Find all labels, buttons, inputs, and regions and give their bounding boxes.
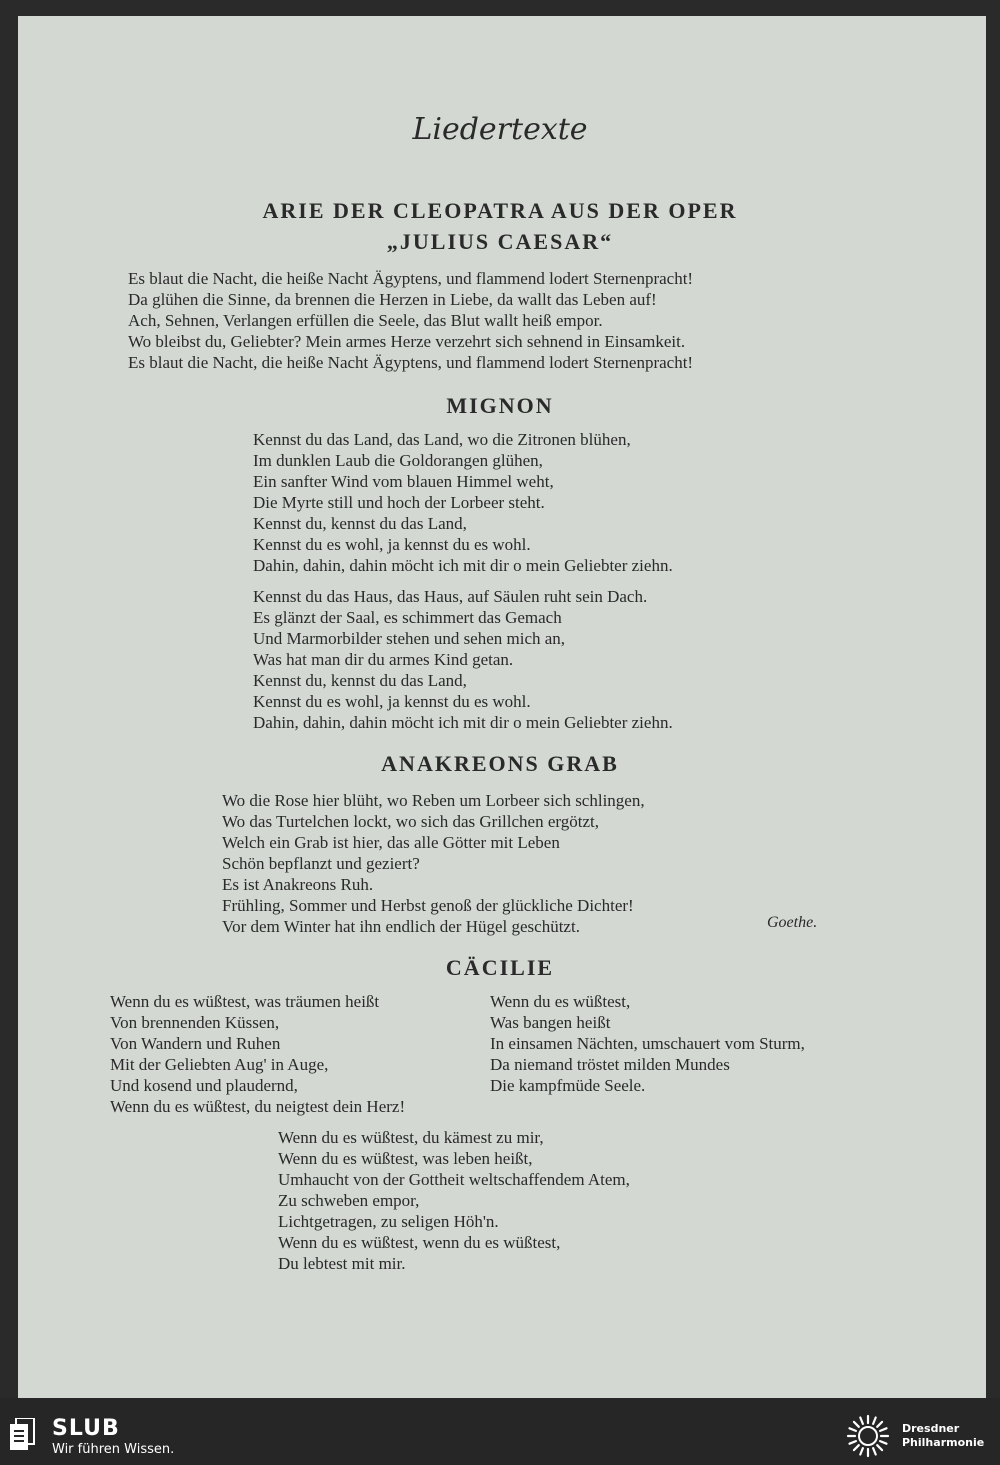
- text-line: Von brennenden Küssen,: [110, 1013, 280, 1032]
- partner-name-line1: Dresdner: [902, 1422, 960, 1435]
- text-line: Wo bleibst du, Geliebter? Mein armes Herze verzehrt sich sehnend in Einsamkeit.: [128, 332, 686, 351]
- partner-name: [902, 1422, 984, 1450]
- text-line: Welch ein Grab ist hier, das alle Götter mit Leben: [222, 833, 560, 852]
- mignon-stanza-1: [253, 429, 673, 576]
- mignon-stanza-2: [253, 586, 673, 733]
- caecilie-final-stanza: [278, 1127, 630, 1274]
- text-line: Die Myrte still und hoch der Lorbeer steht.: [253, 493, 545, 512]
- slub-tagline: Wir führen Wissen.: [52, 1442, 175, 1457]
- text-line: Wenn du es wüßtest, was leben heißt,: [278, 1149, 533, 1168]
- text-line: Kennst du es wohl, ja kennst du es wohl.: [253, 692, 531, 711]
- caecilie-right-column: [490, 991, 805, 1096]
- text-line: Ein sanfter Wind vom blauen Himmel weht,: [253, 472, 554, 491]
- cleopatra-text: [128, 268, 693, 373]
- text-line: Ach, Sehnen, Verlangen erfüllen die Seele, das Blut wallt heiß empor.: [128, 311, 603, 330]
- section-title-cleopatra-line2: „JULIUS CAESAR“: [386, 229, 614, 254]
- text-line: Du lebtest mit mir.: [278, 1254, 406, 1273]
- text-line: Wenn du es wüßtest, du neigtest dein Herz!: [110, 1097, 406, 1116]
- text-line: Umhaucht von der Gottheit weltschaffendem Atem,: [278, 1170, 630, 1189]
- text-line: Was bangen heißt: [490, 1013, 611, 1032]
- text-line: Es glänzt der Saal, es schimmert das Gemach: [253, 608, 562, 627]
- text-line: Wenn du es wüßtest,: [490, 992, 631, 1011]
- text-line: Wo das Turtelchen lockt, wo sich das Grillchen ergötzt,: [222, 812, 599, 831]
- text-line: Da niemand tröstet milden Mundes: [490, 1055, 730, 1074]
- text-line: Kennst du das Land, das Land, wo die Zitronen blühen,: [253, 430, 631, 449]
- text-line: Die kampfmüde Seele.: [490, 1076, 646, 1095]
- text-line: Schön bepflanzt und geziert?: [222, 854, 420, 873]
- text-line: Im dunklen Laub die Goldorangen glühen,: [253, 451, 543, 470]
- text-line: Lichtgetragen, zu seligen Höh'n.: [278, 1212, 499, 1231]
- text-line: Kennst du es wohl, ja kennst du es wohl.: [253, 535, 531, 554]
- partner-name-line2: Philharmonie: [902, 1436, 985, 1449]
- text-line: Dahin, dahin, dahin möcht ich mit dir o mein Geliebter ziehn.: [253, 556, 673, 575]
- section-title-anakreons-grab: ANAKREONS GRAB: [381, 751, 619, 776]
- text-line: Kennst du, kennst du das Land,: [253, 514, 467, 533]
- text-line: Wenn du es wüßtest, wenn du es wüßtest,: [278, 1233, 561, 1252]
- slub-logo-icon: [10, 1418, 38, 1452]
- text-line: Und kosend und plaudernd,: [110, 1076, 298, 1095]
- slub-name: SLUB: [52, 1416, 120, 1441]
- text-line: Dahin, dahin, dahin möcht ich mit dir o mein Geliebter ziehn.: [253, 713, 673, 732]
- section-title-mignon: MIGNON: [446, 393, 554, 418]
- section-title-cleopatra-line1: ARIE DER CLEOPATRA AUS DER OPER: [262, 198, 738, 223]
- text-line: Wo die Rose hier blüht, wo Reben um Lorbeer sich schlingen,: [222, 791, 645, 810]
- text-line: Es blaut die Nacht, die heiße Nacht Ägyptens, und flammend lodert Sternenpracht!: [128, 269, 694, 288]
- text-line: Was hat man dir du armes Kind getan.: [253, 650, 514, 669]
- text-line: Es blaut die Nacht, die heiße Nacht Ägyptens, und flammend lodert Sternenpracht!: [128, 353, 694, 372]
- text-line: Frühling, Sommer und Herbst genoß der glückliche Dichter!: [222, 896, 634, 915]
- footer-bar: [0, 1398, 1000, 1465]
- text-line: Mit der Geliebten Aug' in Auge,: [110, 1055, 329, 1074]
- text-line: Es ist Anakreons Ruh.: [222, 875, 374, 894]
- section-title-caecilie: CÄCILIE: [445, 955, 555, 980]
- text-line: Von Wandern und Ruhen: [110, 1034, 281, 1053]
- page-title: Liedertexte: [412, 112, 588, 147]
- author-signature: Goethe.: [767, 914, 818, 931]
- text-line: Zu schweben empor,: [278, 1191, 420, 1210]
- text-line: Wenn du es wüßtest, was träumen heißt: [110, 992, 380, 1011]
- text-line: In einsamen Nächten, umschauert vom Sturm,: [490, 1034, 805, 1053]
- anakreons-grab-text: [222, 790, 645, 937]
- text-line: Und Marmorbilder stehen und sehen mich an,: [253, 629, 566, 648]
- text-line: Wenn du es wüßtest, du kämest zu mir,: [278, 1128, 544, 1147]
- text-line: Vor dem Winter hat ihn endlich der Hügel geschützt.: [222, 917, 580, 936]
- sunburst-logo-icon: [846, 1414, 890, 1458]
- text-line: Kennst du das Haus, das Haus, auf Säulen ruht sein Dach.: [253, 587, 648, 606]
- caecilie-left-column: [110, 991, 405, 1117]
- text-line: Da glühen die Sinne, da brennen die Herzen in Liebe, da wallt das Leben auf!: [128, 290, 657, 309]
- text-line: Kennst du, kennst du das Land,: [253, 671, 467, 690]
